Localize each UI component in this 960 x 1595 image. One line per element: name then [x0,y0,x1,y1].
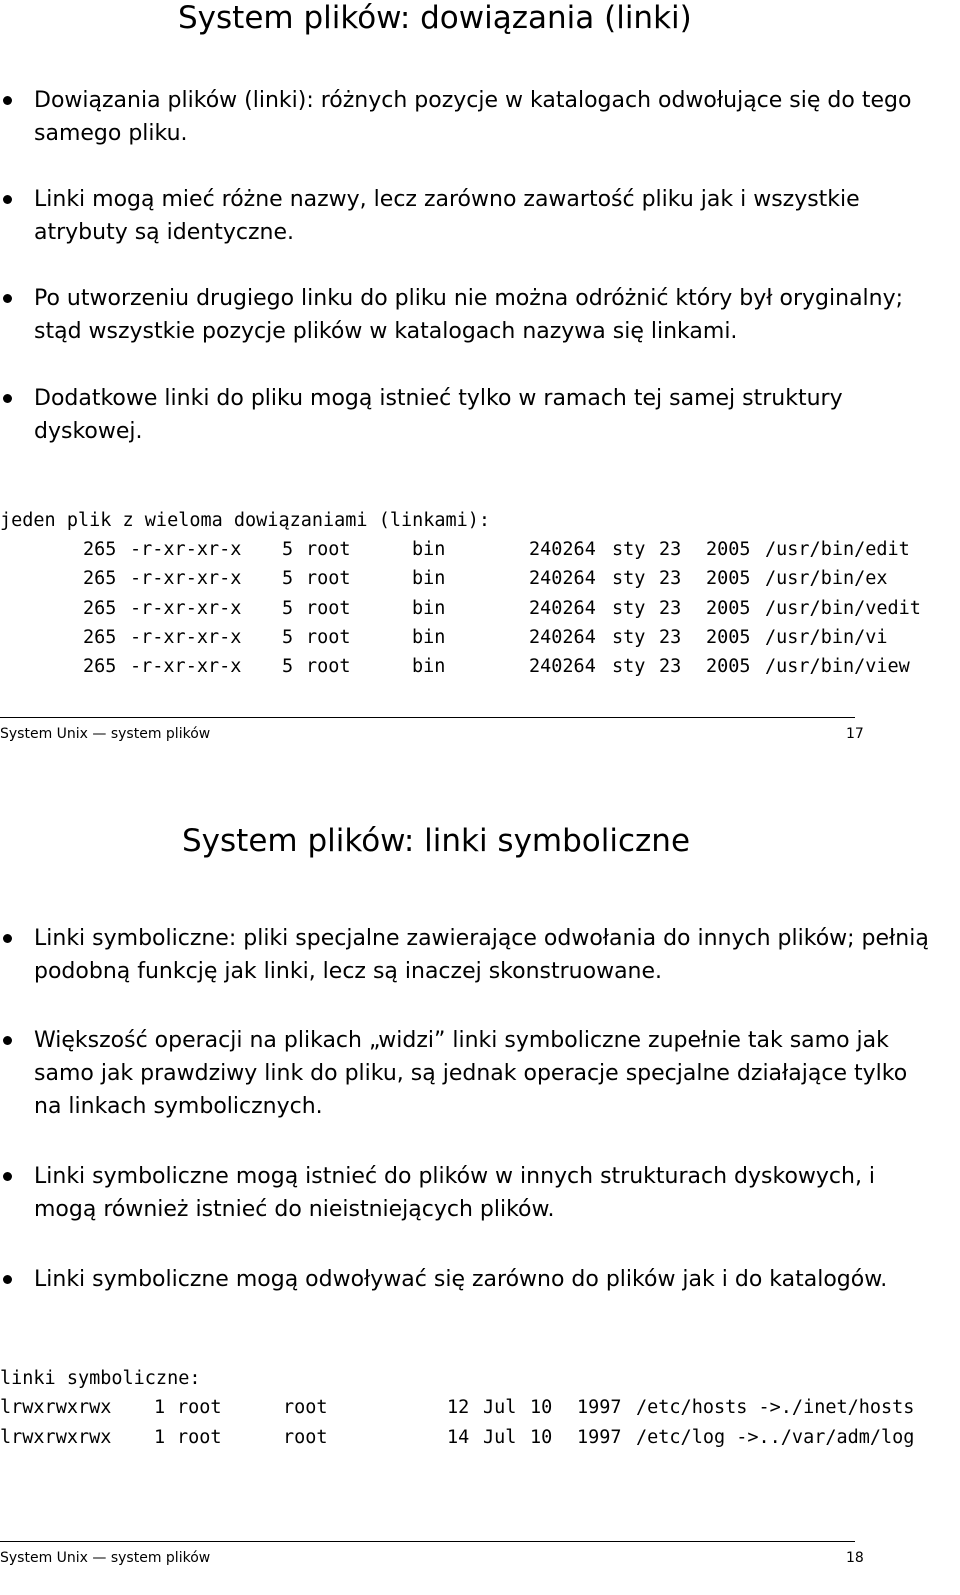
cell-day: 23 [659,597,682,619]
cell-size: 12 [447,1397,470,1418]
cell-perms: lrwxrwxrwx [0,1397,112,1418]
cell-size: 14 [447,1426,470,1448]
bullet-text: Dodatkowe linki do pliku mogą istnieć tylko w ramach tej samej struktury dyskowej. [34,386,843,444]
cell-path: /usr/bin/view [765,656,910,678]
cell-year: 2005 [706,656,751,678]
cell-month: sty [612,626,646,648]
cell-size: 240264 [529,539,596,560]
list-item [0,1024,930,1123]
cell-perms: -r-xr-xr-x [130,539,242,560]
cell-inode: 265 [83,656,117,678]
table-row [0,1426,960,1449]
bullet-icon [3,195,12,204]
bullet-icon [3,1275,12,1284]
cell-owner: root [177,1426,222,1448]
table-row [0,570,960,590]
bullet-icon [3,294,12,303]
cell-group: bin [412,597,446,619]
bullet-icon [3,934,12,943]
cell-size: 240264 [529,597,596,619]
cell-inode: 265 [83,539,117,560]
cell-perms: -r-xr-xr-x [130,597,242,619]
cell-inode: 265 [83,597,117,619]
cell-month: sty [612,568,646,590]
bullet-text: Linki symboliczne mogą istnieć do plików w innych strukturach dyskowych, i mogą również istnieć do nieistniejących plików. [34,1164,876,1222]
cell-group: bin [412,656,446,678]
cell-perms: lrwxrwxrwx [0,1426,112,1448]
cell-size: 240264 [529,626,596,648]
cell-path: /etc/hosts ->./inet/hosts [636,1397,915,1418]
page-title: System plików: linki symboliczne [182,823,691,859]
page-title: System plików: dowiązania (linki) [178,0,692,36]
cell-day: 23 [659,656,682,678]
cell-inode: 265 [83,568,117,590]
cell-group: bin [412,539,446,560]
cell-owner: root [306,597,351,619]
code-header: linki symboliczne: [0,1368,201,1389]
bullet-text: Linki symboliczne mogą odwoływać się zarówno do plików jak i do katalogów. [34,1267,888,1292]
table-row [0,597,960,620]
cell-inode: 265 [83,626,117,648]
list-item [0,84,930,150]
bullet-text: Po utworzeniu drugiego linku do pliku nie można odróżnić który był oryginalny; stąd wszystkie pozycje plików w katalogach nazywa się linkami. [34,286,904,344]
bullet-text: Linki symboliczne: pliki specjalne zawierające odwołania do innych plików; pełnią podobną funkcję jak linki, lecz są inaczej skonstruowane. [34,926,929,984]
cell-group: root [283,1426,328,1448]
cell-year: 2005 [706,568,751,590]
cell-links: 1 [154,1426,166,1448]
cell-year: 2005 [706,626,751,648]
table-row [0,626,960,649]
bullet-icon [3,96,12,105]
list-item [0,282,930,348]
cell-owner: root [306,568,351,590]
cell-perms: -r-xr-xr-x [130,568,242,590]
page-number: 18 [846,1550,864,1566]
cell-owner: root [306,656,351,678]
bullet-text: Linki mogą mieć różne nazwy, lecz zarówno zawartość pliku jak i wszystkie atrybuty są identyczne. [34,187,860,245]
cell-year: 2005 [706,597,751,619]
cell-links: 5 [282,626,294,648]
cell-links: 5 [282,656,294,678]
bullet-icon [3,394,12,403]
cell-path: /usr/bin/vedit [765,597,921,619]
list-item [0,1263,930,1296]
cell-month: sty [612,656,646,678]
cell-month: sty [612,539,646,560]
footer-divider [0,1541,855,1542]
cell-day: 23 [659,568,682,590]
cell-perms: -r-xr-xr-x [130,656,242,678]
table-row [0,1399,960,1419]
cell-day: 10 [530,1397,553,1418]
cell-group: root [283,1397,328,1418]
list-item [0,382,930,448]
cell-size: 240264 [529,568,596,590]
code-header: jeden plik z wieloma dowiązaniami (linkami): [0,510,491,531]
list-item [0,1160,930,1226]
list-item [0,183,930,249]
page-number: 17 [846,726,864,742]
bullet-icon [3,1036,12,1045]
bullet-text: Dowiązania plików (linki): różnych pozycje w katalogach odwołujące się do tego samego pliku. [34,88,912,146]
footer-title: System Unix — system plików [0,726,211,742]
bullet-text: Większość operacji na plikach „widzi” linki symboliczne zupełnie tak samo jak samo jak prawdziwy link do pliku, są jednak operacje specjalne działające tylko na linkach symbolicznych. [34,1028,908,1119]
cell-year: 1997 [577,1426,622,1448]
footer-divider [0,717,855,718]
cell-path: /usr/bin/edit [765,539,910,560]
cell-size: 240264 [529,656,596,678]
cell-owner: root [306,539,351,560]
table-row [0,541,960,561]
cell-path: /usr/bin/ex [765,568,888,590]
cell-year: 1997 [577,1397,622,1418]
bullet-icon [3,1172,12,1181]
cell-links: 5 [282,539,294,560]
cell-links: 5 [282,568,294,590]
cell-month: sty [612,597,646,619]
cell-perms: -r-xr-xr-x [130,626,242,648]
cell-group: bin [412,568,446,590]
cell-links: 1 [154,1397,166,1418]
cell-path: /usr/bin/vi [765,626,888,648]
cell-owner: root [177,1397,222,1418]
cell-owner: root [306,626,351,648]
cell-month: Jul [483,1397,517,1418]
cell-day: 23 [659,626,682,648]
table-row [0,658,960,678]
cell-year: 2005 [706,539,751,560]
cell-path: /etc/log ->../var/adm/log [636,1426,915,1448]
cell-links: 5 [282,597,294,619]
footer-title: System Unix — system plików [0,1550,211,1566]
cell-day: 10 [530,1426,553,1448]
cell-month: Jul [483,1426,517,1448]
cell-day: 23 [659,539,682,560]
cell-group: bin [412,626,446,648]
list-item [0,922,930,988]
